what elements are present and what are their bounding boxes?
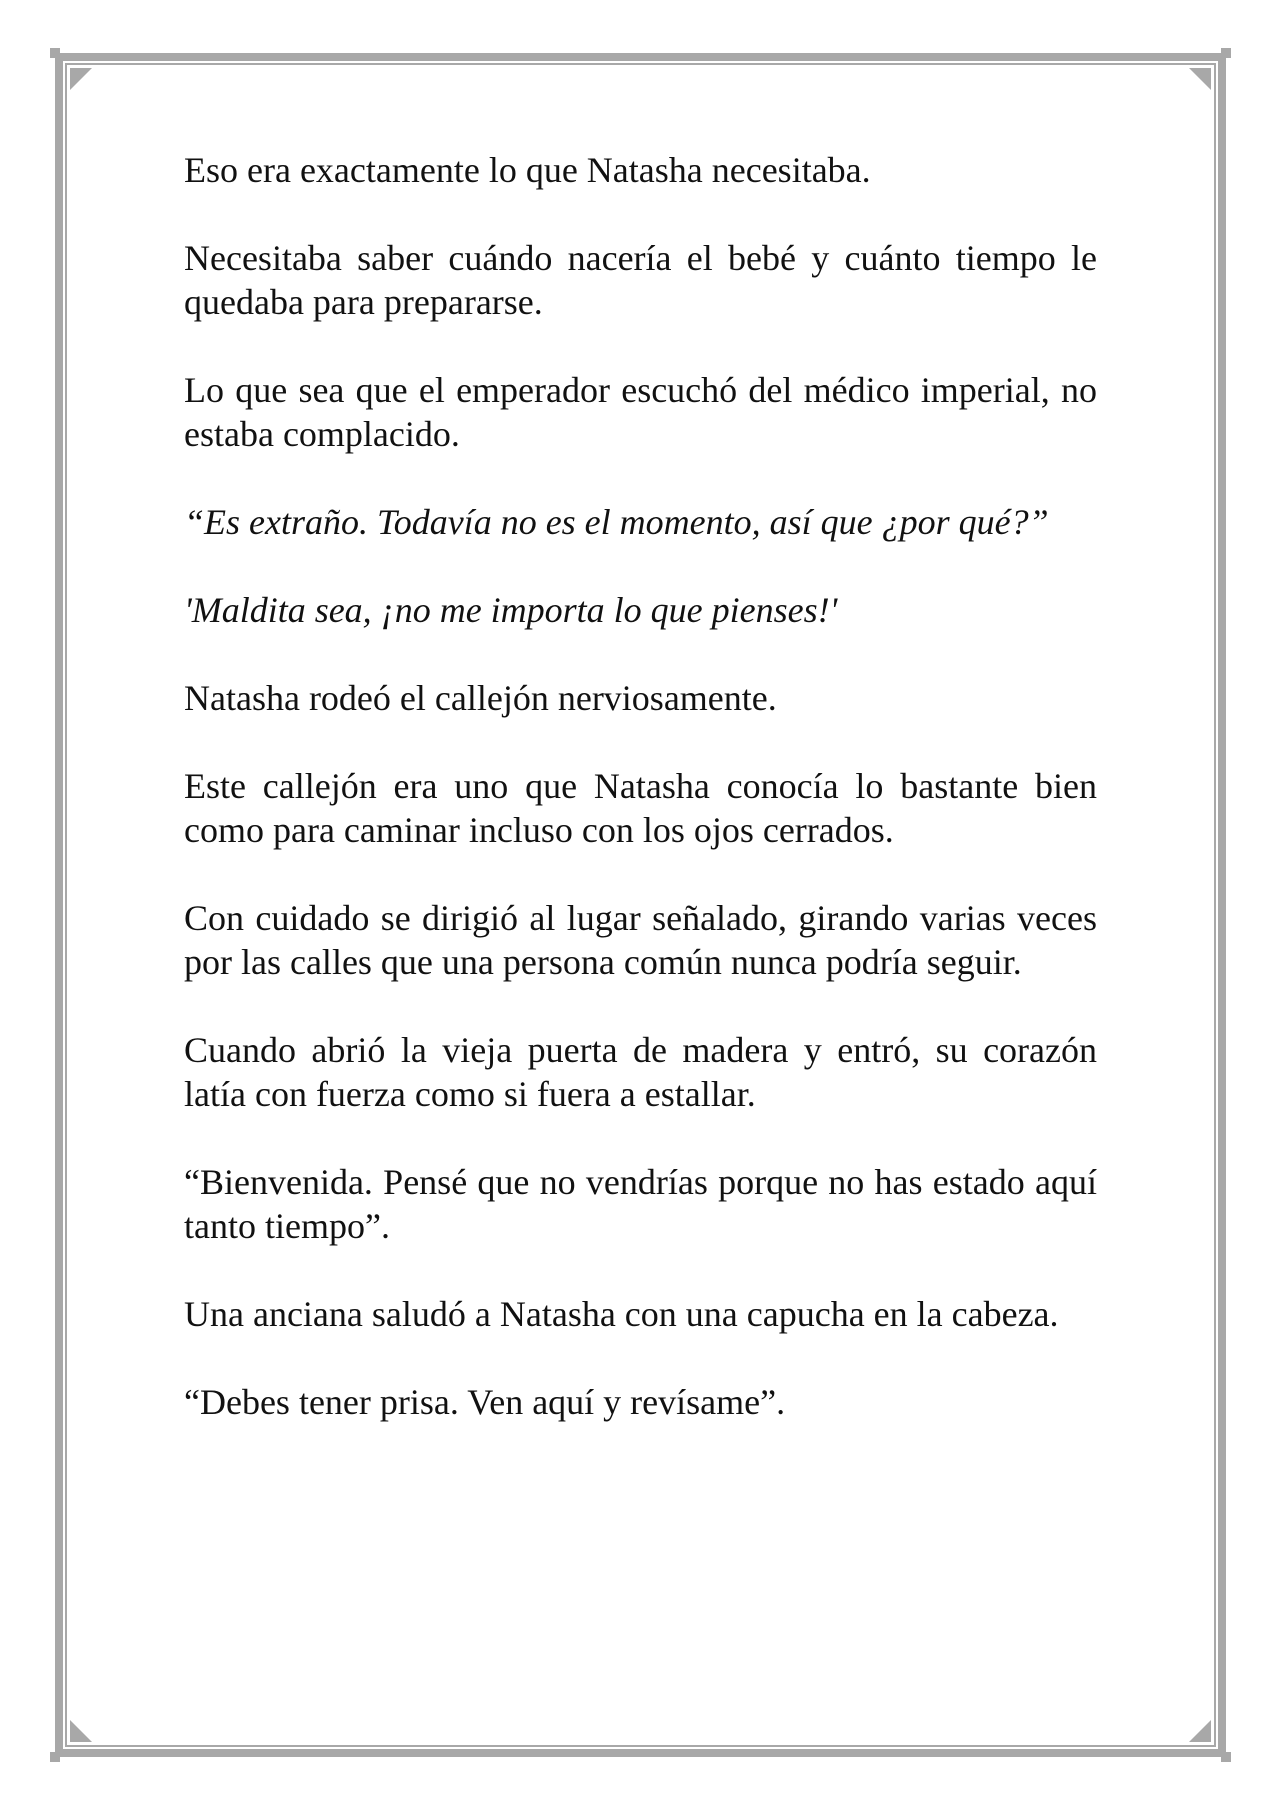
paragraph: “Debes tener prisa. Ven aquí y revísame”. bbox=[184, 1382, 786, 1422]
paragraph-italic: “Es extraño. Todavía no es el momento, así que ¿por qué?” bbox=[184, 502, 1049, 542]
corner-square-tl bbox=[50, 48, 60, 58]
corner-square-bl bbox=[50, 1752, 60, 1762]
corner-square-tr bbox=[1221, 48, 1231, 58]
corner-triangle-bl bbox=[70, 1720, 92, 1742]
paragraph-italic: 'Maldita sea, ¡no me importa lo que pienses!' bbox=[184, 590, 838, 630]
corner-triangle-tr bbox=[1189, 68, 1211, 90]
paragraph: “Bienvenida. Pensé que no vendrías porque no has estado aquí tanto tiempo”. bbox=[184, 1162, 1097, 1246]
paragraph: Lo que sea que el emperador escuchó del médico imperial, no estaba complacido. bbox=[184, 370, 1097, 454]
corner-square-br bbox=[1221, 1752, 1231, 1762]
paragraph: Este callejón era uno que Natasha conocía lo bastante bien como para caminar incluso con los ojos cerrados. bbox=[184, 766, 1097, 850]
paragraph: Natasha rodeó el callejón nerviosamente. bbox=[184, 678, 777, 718]
paragraph: Una anciana saludó a Natasha con una capucha en la cabeza. bbox=[184, 1294, 1059, 1334]
page-body bbox=[184, 148, 1097, 1468]
paragraph: Necesitaba saber cuándo nacería el bebé y cuánto tiempo le quedaba para prepararse. bbox=[184, 238, 1097, 322]
paragraph: Con cuidado se dirigió al lugar señalado, girando varias veces por las calles que una persona común nunca podría seguir. bbox=[184, 898, 1097, 982]
paragraph: Eso era exactamente lo que Natasha necesitaba. bbox=[184, 150, 871, 190]
paragraph: Cuando abrió la vieja puerta de madera y entró, su corazón latía con fuerza como si fuera a estallar. bbox=[184, 1030, 1097, 1114]
corner-triangle-tl bbox=[70, 68, 92, 90]
corner-triangle-br bbox=[1189, 1720, 1211, 1742]
